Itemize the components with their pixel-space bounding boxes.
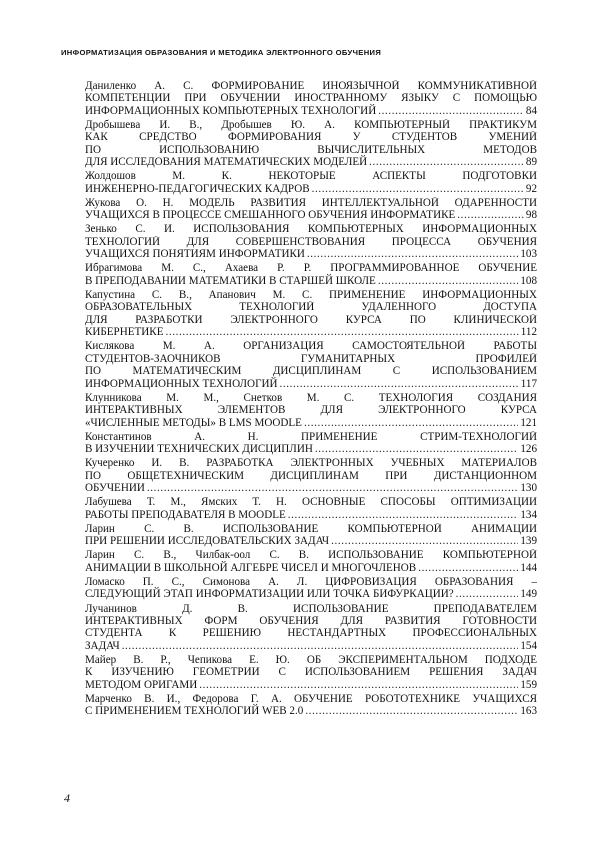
toc-entry-last-line [85,443,537,455]
toc-entry-line: Дробышева И. В., Дробышев Ю. А. КОМПЬЮТЕРНЫЙ ПРАКТИКУМ [85,118,537,131]
toc-entry-line: Лучанинов Д. В. ИСПОЛЬЗОВАНИЕ ПРЕПОДАВАТЕЛЕМ [85,602,537,615]
toc-entry-title-end: РАБОТЫ ПРЕПОДАВАТЕЛЯ В MOODLE [85,508,286,521]
toc-entry-last-line [85,588,537,600]
toc-entry [85,392,537,429]
toc-entry-line: Кислякова М. А. ОРГАНИЗАЦИЯ САМОСТОЯТЕЛЬНОЙ РАБОТЫ [85,340,537,353]
toc-entry-line: Капустина С. В., Апанович М. С. ПРИМЕНЕНИЕ ИНФОРМАЦИОННЫХ [85,289,537,302]
dot-leader [456,588,519,600]
toc-page-number: 108 [520,274,537,287]
toc-entry-title-end: В ИЗУЧЕНИИ ТЕХНИЧЕСКИХ ДИСЦИПЛИН [85,443,313,456]
dot-leader [304,417,518,429]
toc-entry-last-line [85,378,537,390]
toc-entry-title-end: ИНФОРМАЦИОННЫХ ТЕХНОЛОГИЙ [85,377,278,390]
page-number: 4 [64,791,70,805]
toc-entry-line: Константинов А. Н. ПРИМЕНЕНИЕ СТРИМ-ТЕХНОЛОГИЙ [85,430,537,443]
toc-entry-line: СТУДЕНТОВ-ЗАОЧНИКОВ ГУМАНИТАРНЫХ ПРОФИЛЕЙ [85,352,537,365]
toc-entry-line: Зенько С. И. ИСПОЛЬЗОВАНИЯ КОМПЬЮТЕРНЫХ ИНФОРМАЦИОННЫХ [85,223,537,236]
toc-page-number: 92 [525,182,537,195]
toc-entry-title-end: ОБУЧЕНИИ [85,482,145,495]
toc-entry-line: Жукова О. Н. МОДЕЛЬ РАЗВИТИЯ ИНТЕЛЛЕКТУАЛЬНОЙ ОДАРЕННОСТИ [85,196,537,209]
toc-entry [85,523,537,548]
toc-entry-title-end: В ПРЕПОДАВАНИИ МАТЕМАТИКИ В СТАРШЕЙ ШКОЛЕ [85,274,376,287]
toc-entry-last-line [85,105,537,117]
toc-entry-last-line [85,535,537,547]
toc-entry [85,170,537,195]
toc-entry-last-line [85,209,537,221]
dot-leader [288,509,519,521]
toc-entry-line: Марченко В. И., Федорова Г. А. ОБУЧЕНИЕ РОБОТОТЕХНИКЕ УЧАЩИХСЯ [85,692,537,705]
toc-page-number: 112 [520,326,537,339]
toc-entry-line: ПО ОБЩЕТЕХНИЧЕСКИМ ДИСЦИПЛИНАМ ПРИ ДИСТАНЦИОННОМ [85,469,537,482]
toc-entry-last-line [85,705,537,717]
toc-entry [85,119,537,169]
toc-entry-last-line [85,509,537,521]
dot-leader [418,562,518,574]
dot-leader [307,248,518,260]
toc-entry-last-line [85,183,537,195]
toc-entry-line: Ларин С. В., Чилбак-оол С. В. ИСПОЛЬЗОВАНИЕ КОМПЬЮТЕРНОЙ [85,549,537,562]
toc-entry-title-end: КИБЕРНЕТИКЕ [85,326,164,339]
toc-entry-last-line [85,679,537,691]
toc-page-number: 139 [520,535,537,548]
toc-entry-line: ИНТЕРАКТИВНЫХ ФОРМ ОБУЧЕНИЯ ДЛЯ РАЗВИТИЯ ГОТОВНОСТИ [85,614,537,627]
toc-entry-line: КАК СРЕДСТВО ФОРМИРОВАНИЯ У СТУДЕНТОВ УМЕНИЙ [85,131,537,144]
toc-page-number: 121 [520,416,537,429]
toc-entry-line: Ломаско П. С., Симонова А. Л. ЦИФРОВИЗАЦИЯ ОБРАЗОВАНИЯ – [85,576,537,588]
toc-entry-line: Кучеренко И. В. РАЗРАБОТКА ЭЛЕКТРОННЫХ УЧЕБНЫХ МАТЕРИАЛОВ [85,457,537,470]
toc-entry-title-end: ИНЖЕНЕРНО-ПЕДАГОГИЧЕСКИХ КАДРОВ [85,182,310,195]
toc-entry-line: ОБРАЗОВАТЕЛЬНЫХ ТЕХНОЛОГИЙ УДАЛЕННОГО ДОСТУПА [85,301,537,314]
toc-entry-line: КОМПЕТЕНЦИИ ПРИ ОБУЧЕНИИ ИНОСТРАННОМУ ЯЗЫКУ С ПОМОЩЬЮ [85,92,537,105]
toc-entry-title-end: МЕТОДОМ ОРИГАМИ [85,678,198,691]
toc-entry-line: К ИЗУЧЕНИЮ ГЕОМЕТРИИ С ИСПОЛЬЗОВАНИЕМ РЕШЕНИЯ ЗАДАЧ [85,666,537,679]
toc-entry-title-end: С ПРИМЕНЕНИЕМ ТЕХНОЛОГИЙ WEB 2.0 [85,705,304,718]
toc-page-number: 149 [520,588,537,601]
dot-leader [457,209,524,221]
toc-entry [85,693,537,718]
table-of-contents [85,80,537,719]
toc-entry-last-line [85,275,537,287]
toc-entry-last-line [85,326,537,338]
toc-page-number: 130 [520,482,537,495]
toc-page-number: 134 [520,508,537,521]
toc-entry [85,197,537,222]
toc-entry [85,431,537,456]
toc-entry [85,576,537,601]
toc-entry-title-end: УЧАЩИХСЯ ПОНЯТИЯМ ИНФОРМАТИКИ [85,248,305,261]
running-header: ИНФОРМАТИЗАЦИЯ ОБРАЗОВАНИЯ И МЕТОДИКА ЭЛЕКТРОННОГО ОБУЧЕНИЯ [61,48,382,57]
toc-page-number: 163 [520,705,537,718]
toc-entry-title-end: АНИМАЦИИ В ШКОЛЬНОЙ АЛГЕБРЕ ЧИСЕЛ И МНОГОЧЛЕНОВ [85,561,417,574]
toc-page-number: 154 [520,639,537,652]
toc-entry-last-line [85,562,537,574]
toc-page-number: 144 [520,561,537,574]
toc-entry-line: Ларин С. В. ИСПОЛЬЗОВАНИЕ КОМПЬЮТЕРНОЙ АНИМАЦИИ [85,522,537,535]
dot-leader [165,326,518,338]
toc-entry-line: ДЛЯ РАЗРАБОТКИ ЭЛЕКТРОННОГО КУРСА ПО КЛИНИЧЕСКОЙ [85,313,537,326]
toc-entry-line: ИНТЕРАКТИВНЫХ ЭЛЕМЕНТОВ ДЛЯ ЭЛЕКТРОННОГО КУРСА [85,404,537,417]
toc-entry-line: Ибрагимова М. С., Ахаева Р. Р. ПРОГРАММИРОВАННОЕ ОБУЧЕНИЕ [85,262,537,275]
dot-leader [331,535,518,547]
toc-entry-line: Даниленко А. С. ФОРМИРОВАНИЕ ИНОЯЗЫЧНОЙ КОММУНИКАТИВНОЙ [85,80,537,92]
dot-leader [315,443,519,455]
dot-leader [147,482,518,494]
toc-entry-line: Майер В. Р., Чепикова Е. Ю. ОБ ЭКСПЕРИМЕНТАЛЬНОМ ПОДХОДЕ [85,653,537,666]
dot-leader [122,640,519,652]
dot-leader [378,275,519,287]
toc-entry [85,654,537,691]
toc-page-number: 103 [520,248,537,261]
toc-entry-title-end: ЗАДАЧ [85,639,120,652]
toc-page-number: 117 [520,377,537,390]
toc-entry-line: СТУДЕНТА К РЕШЕНИЮ НЕСТАНДАРТНЫХ ПРОФЕССИОНАЛЬНЫХ [85,627,537,640]
toc-entry [85,289,537,339]
toc-entry-line: ПО МАТЕМАТИЧЕСКИМ ДИСЦИПЛИНАМ С ИСПОЛЬЗОВАНИЕМ [85,365,537,378]
toc-entry-line: ПО ИСПОЛЬЗОВАНИЮ ВЫЧИСЛИТЕЛЬНЫХ МЕТОДОВ [85,143,537,156]
toc-entry-last-line [85,482,537,494]
toc-entry [85,80,537,117]
toc-entry [85,496,537,521]
toc-entry-last-line [85,248,537,260]
toc-entry-last-line [85,417,537,429]
toc-entry-line: Жолдошов М. К. НЕКОТОРЫЕ АСПЕКТЫ ПОДГОТОВКИ [85,170,537,183]
toc-entry [85,262,537,287]
toc-entry-title-end: «ЧИСЛЕННЫЕ МЕТОДЫ» В LMS MOODLE [85,416,302,429]
toc-entry [85,549,537,574]
toc-page-number: 89 [525,156,537,169]
toc-entry-title-end: УЧАЩИХСЯ В ПРОЦЕССЕ СМЕШАННОГО ОБУЧЕНИЯ ИНФОРМАТИКЕ [85,209,456,222]
toc-entry-line: Лабушева Т. М., Ямских Т. Н. ОСНОВНЫЕ СПОСОБЫ ОПТИМИЗАЦИИ [85,496,537,509]
toc-entry [85,457,537,494]
toc-entry-title-end: ПРИ РЕШЕНИИ ИССЛЕДОВАТЕЛЬСКИХ ЗАДАЧ [85,535,330,548]
toc-entry-last-line [85,156,537,168]
toc-page-number: 159 [520,678,537,691]
toc-page-number: 84 [525,104,537,117]
dot-leader [369,156,524,168]
dot-leader [280,378,519,390]
dot-leader [199,679,518,691]
toc-entry [85,340,537,390]
dot-leader [378,105,524,117]
toc-entry-line: Клунникова М. М., Снетков М. С. ТЕХНОЛОГИЯ СОЗДАНИЯ [85,391,537,404]
dot-leader [305,705,518,717]
toc-page-number: 126 [520,443,537,456]
toc-entry [85,223,537,260]
toc-entry-title-end: СЛЕДУЮЩИЙ ЭТАП ИНФОРМАТИЗАЦИИ ИЛИ ТОЧКА БИФУРКАЦИИ? [85,588,454,601]
toc-entry [85,603,537,653]
toc-entry-line: ТЕХНОЛОГИЙ ДЛЯ СОВЕРШЕНСТВОВАНИЯ ПРОЦЕССА ОБУЧЕНИЯ [85,235,537,248]
toc-entry-last-line [85,640,537,652]
toc-page-number: 98 [525,209,537,222]
dot-leader [312,183,524,195]
toc-entry-title-end: ДЛЯ ИССЛЕДОВАНИЯ МАТЕМАТИЧЕСКИХ МОДЕЛЕЙ [85,156,368,169]
toc-entry-title-end: ИНФОРМАЦИОННЫХ КОМПЬЮТЕРНЫХ ТЕХНОЛОГИЙ [85,104,377,117]
